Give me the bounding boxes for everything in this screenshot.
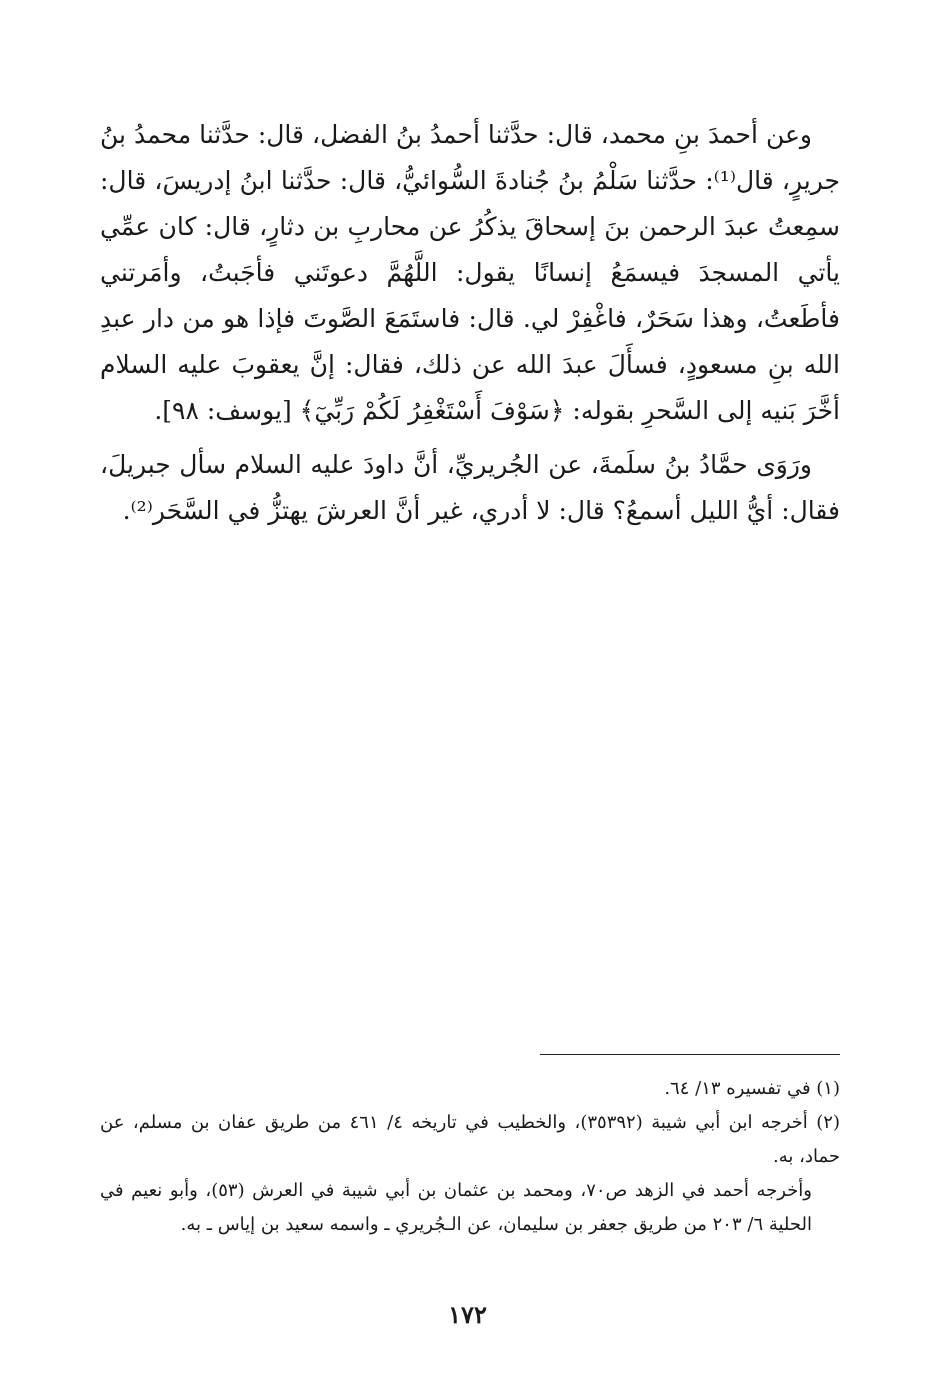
main-text bbox=[100, 112, 840, 542]
footnote-2: (٢) أخرجه ابن أبي شيبة (٣٥٣٩٢)، والخطيب في تاريخه ٤/ ٤٦١ من طريق عفان بن مسلم، عن حماد، به. bbox=[100, 1112, 840, 1167]
footnote-2-continuation: وأخرجه أحمد في الزهد ص٧٠، ومحمد بن عثمان بن أبي شيبة في العرش (٥٣)، وأبو نعيم في الحلية ٦/ ٢٠٣ من طريق جعفر بن سليمان، عن الـجُريري ـ واسمه سعيد بن إياس ـ به. bbox=[100, 1180, 813, 1235]
footnotes bbox=[100, 1072, 840, 1242]
paragraph-2: ورَوَى حمَّادُ بنُ سلَمةَ، عن الجُريريِّ، أنَّ داودَ عليه السلام سأل جبريلَ، فقال: أيُّ الليل أسمعُ؟ قال: لا أدري، غير أنَّ العرشَ يهتزُّ في السَّحَر⁽²⁾. bbox=[100, 450, 840, 525]
footnote-1: (١) في تفسيره ١٣/ ٦٤. bbox=[664, 1078, 840, 1099]
page-number: ١٧٢ bbox=[448, 1300, 487, 1329]
footnote-separator bbox=[540, 1054, 840, 1055]
paragraph-1: وعن أحمدَ بنِ محمد، قال: حدَّثنا أحمدُ بنُ الفضل، قال: حدَّثنا محمدُ بنُ جريرٍ، قال⁽¹⁾: حدَّثنا سَلْمُ بنُ جُنادةَ السُّوائيُّ، قال: حدَّثنا ابنُ إدريسَ، قال: سمِعتُ عبدَ الرحمن بنَ إسحاقَ يذكُرُ عن محاربِ بن دثارٍ، قال: كان عمِّي يأتي المسجدَ فيسمَعُ إنسانًا يقول: اللَّهُمَّ دعوتَني فأجَبتُ، وأمَرتني فأطَعتُ، وهذا سَحَرٌ، فاغْفِرْ لي. قال: فاستَمَعَ الصَّوتَ فإذا هو من دار عبدِ الله بنِ مسعودٍ، فسأَلَ عبدَ الله عن ذلك، فقال: إنَّ يعقوبَ عليه السلام أخَّرَ بَنيه إلى السَّحرِ بقوله: ﴿سَوْفَ أَسْتَغْفِرُ لَكُمْ رَبِّيٓ﴾ [يوسف: ٩٨]. bbox=[100, 120, 840, 425]
